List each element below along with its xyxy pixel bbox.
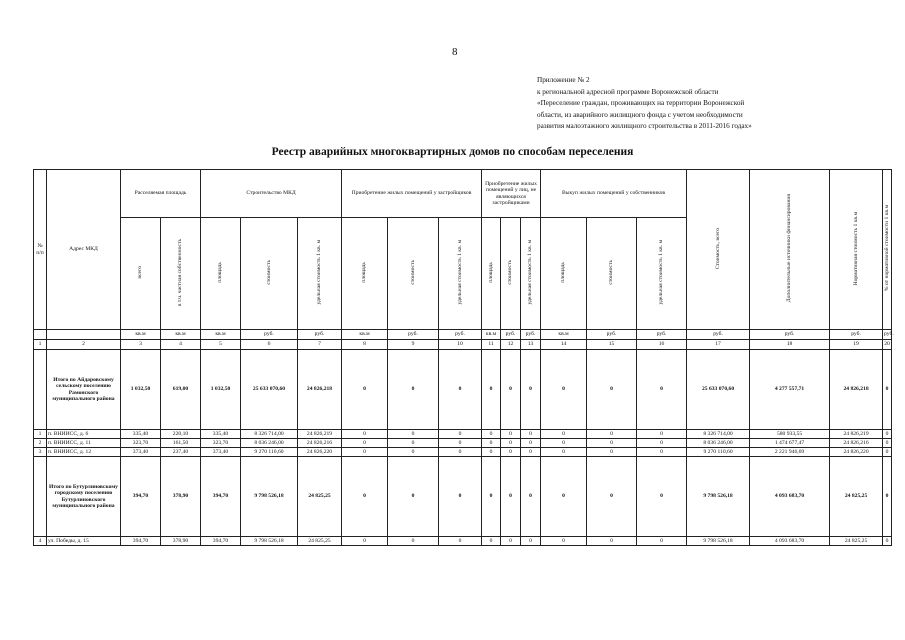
document-title: Реестр аварийных многоквартирных домов по способам переселения — [271, 146, 634, 158]
table-cell: 1 — [34, 430, 47, 439]
table-cell: 0 — [637, 350, 687, 430]
table-cell: 0 — [501, 457, 521, 537]
column-number: 14 — [541, 340, 587, 350]
table-cell: 1 474 677,47 — [750, 439, 830, 448]
column-number: 2 — [47, 340, 121, 350]
table-cell: 0 — [541, 430, 587, 439]
appendix-block — [537, 75, 867, 133]
header-address: Адрес МКД — [47, 170, 121, 330]
table-cell: 0 — [342, 430, 388, 439]
table-cell: 0 — [501, 439, 521, 448]
table-cell: 619,00 — [161, 350, 201, 430]
table-cell: 0 — [587, 439, 637, 448]
unit-cell: руб. — [883, 330, 892, 340]
table-cell: 0 — [587, 430, 637, 439]
table-row — [34, 430, 892, 439]
header-row-groups — [34, 170, 892, 218]
table-cell: 0 — [439, 350, 482, 430]
unit-cell — [34, 330, 47, 340]
table-cell: 24 825,25 — [298, 537, 342, 546]
table-cell: 0 — [541, 537, 587, 546]
column-number: 4 — [161, 340, 201, 350]
table-cell: 0 — [521, 448, 541, 457]
unit-cell: кв.м — [121, 330, 161, 340]
table-cell: 9 798 526,18 — [241, 537, 298, 546]
table-cell: 24 826,218 — [830, 350, 883, 430]
table-cell: 0 — [883, 430, 892, 439]
table-cell: 1 032,50 — [121, 350, 161, 430]
table-cell: 0 — [482, 537, 501, 546]
unit-cell: руб. — [501, 330, 521, 340]
appendix-line: «Переселение граждан, проживающих на территории Воронежской — [537, 99, 745, 108]
table-row — [34, 448, 892, 457]
header-buyout: Выкуп жилых помещений у собственников — [541, 170, 687, 218]
table-cell: 0 — [637, 448, 687, 457]
table-cell: 394,70 — [121, 537, 161, 546]
header-construction: Строительство МКД — [201, 170, 342, 218]
column-number-row — [34, 340, 892, 350]
table-cell: 394,70 — [201, 457, 241, 537]
table-cell: 0 — [439, 448, 482, 457]
subheader-unit-cost: удельная стоимость 1 кв. м — [637, 218, 687, 330]
unit-cell: кв.м — [541, 330, 587, 340]
subheader-cost: стоимость — [587, 218, 637, 330]
table-cell: 0 — [883, 350, 892, 430]
table-cell: 2 — [34, 439, 47, 448]
table-cell: 0 — [501, 350, 521, 430]
table-cell: 25 633 070,60 — [241, 350, 298, 430]
column-number: 12 — [501, 340, 521, 350]
subheader-area: площадь — [342, 218, 388, 330]
table-cell: 24 826,218 — [298, 350, 342, 430]
table-cell: 0 — [541, 448, 587, 457]
column-number: 6 — [241, 340, 298, 350]
table-cell: 24 825,25 — [830, 457, 883, 537]
address-cell: Итого по Бутурлиновскому городскому поселению Бутурлиновского муниципального района — [47, 457, 121, 537]
table-cell: 24 826,220 — [298, 448, 342, 457]
table-cell: 0 — [342, 439, 388, 448]
table-cell: 335,40 — [201, 430, 241, 439]
column-number: 7 — [298, 340, 342, 350]
table-cell: 2 221 946,69 — [750, 448, 830, 457]
subtotal-row — [34, 457, 892, 537]
header-pct-normative: % от нормативной стоимости 1 кв.м — [883, 170, 892, 330]
table-cell: 0 — [388, 430, 439, 439]
table-cell: 220,10 — [161, 430, 201, 439]
table-cell: 0 — [521, 537, 541, 546]
table-cell: 0 — [501, 448, 521, 457]
table-cell: 394,70 — [201, 537, 241, 546]
table-cell: 9 798 526,18 — [241, 457, 298, 537]
unit-cell: кв.м — [161, 330, 201, 340]
subheader-area: площадь — [541, 218, 587, 330]
table-body — [34, 350, 892, 546]
registry-table — [33, 169, 892, 546]
table-cell: 0 — [587, 448, 637, 457]
column-number: 20 — [883, 340, 892, 350]
table-cell: 0 — [883, 448, 892, 457]
table-cell: 4 093 683,70 — [750, 457, 830, 537]
table-cell: 335,40 — [121, 430, 161, 439]
table-cell: 0 — [637, 430, 687, 439]
table-cell: 0 — [637, 537, 687, 546]
table-cell: 0 — [587, 350, 637, 430]
table-cell: 25 633 070,60 — [687, 350, 750, 430]
header-purchase-developers: Приобретение жилых помещений у застройщиков — [342, 170, 482, 218]
column-number: 11 — [482, 340, 501, 350]
subheader-total: всего — [121, 218, 161, 330]
table-cell: 0 — [883, 439, 892, 448]
table-cell: 237,40 — [161, 448, 201, 457]
table-cell: 394,70 — [121, 457, 161, 537]
address-cell: п. ВНИИСС, д. 6 — [47, 430, 121, 439]
table-cell: 0 — [439, 457, 482, 537]
address-cell: п. ВНИИСС, д. 12 — [47, 448, 121, 457]
column-number: 15 — [587, 340, 637, 350]
table-cell: 24 826,216 — [298, 439, 342, 448]
table-cell: 0 — [501, 537, 521, 546]
table-cell: 0 — [388, 457, 439, 537]
table-row — [34, 537, 892, 546]
header-additional-sources: Дополнительные источники финансирования — [750, 170, 830, 330]
table-cell: 0 — [883, 537, 892, 546]
table-cell: 0 — [388, 350, 439, 430]
subheader-unit-cost: удельная стоимость 1 кв. м — [439, 218, 482, 330]
table-cell: 0 — [482, 448, 501, 457]
subheader-cost: стоимость — [501, 218, 521, 330]
table-cell: 0 — [637, 439, 687, 448]
table-cell: 9 270 110,60 — [241, 448, 298, 457]
table-cell: 0 — [587, 457, 637, 537]
column-number: 19 — [830, 340, 883, 350]
subheader-unit-cost: удельная стоимость 1 кв. м — [521, 218, 541, 330]
appendix-line: области, из аварийного жилищного фонда с учетом необходимости — [537, 110, 743, 119]
table-cell: 0 — [501, 430, 521, 439]
table-cell: 323,70 — [201, 439, 241, 448]
table-cell: 0 — [439, 439, 482, 448]
subtotal-row — [34, 350, 892, 430]
unit-cell: кв.м — [342, 330, 388, 340]
table-cell: 24 826,219 — [298, 430, 342, 439]
subheader-area: площадь — [482, 218, 501, 330]
subheader-cost: стоимость — [388, 218, 439, 330]
table-cell: 0 — [388, 448, 439, 457]
table-cell: 378,90 — [161, 457, 201, 537]
table-cell: 0 — [541, 350, 587, 430]
header-num: № п/п — [34, 170, 47, 330]
table-cell: 24 826,219 — [830, 430, 883, 439]
table-cell: 0 — [587, 537, 637, 546]
table-row — [34, 439, 892, 448]
table-cell: 8 326 714,00 — [241, 430, 298, 439]
table-cell: 24 826,220 — [830, 448, 883, 457]
table-cell: 0 — [541, 457, 587, 537]
table-cell: 8 326 714,00 — [687, 430, 750, 439]
table-cell: 373,40 — [201, 448, 241, 457]
table-cell: 8 036 246,00 — [241, 439, 298, 448]
table-cell: 0 — [342, 350, 388, 430]
column-number: 13 — [521, 340, 541, 350]
table-cell: 161,50 — [161, 439, 201, 448]
table-cell: 0 — [482, 439, 501, 448]
column-number: 16 — [637, 340, 687, 350]
table-cell: 0 — [482, 430, 501, 439]
subheader-unit-cost: удельная стоимость 1 кв. м — [298, 218, 342, 330]
table-cell: 9 270 110,60 — [687, 448, 750, 457]
table-cell: 4 277 557,71 — [750, 350, 830, 430]
table-cell: 0 — [521, 439, 541, 448]
table-cell: 0 — [342, 448, 388, 457]
column-number: 1 — [34, 340, 47, 350]
table-cell: 9 798 526,18 — [687, 537, 750, 546]
unit-cell — [47, 330, 121, 340]
table-cell: 0 — [388, 439, 439, 448]
unit-cell: руб. — [587, 330, 637, 340]
appendix-line: Приложение № 2 — [537, 76, 590, 84]
column-number: 9 — [388, 340, 439, 350]
table-cell: 3 — [34, 448, 47, 457]
appendix-line: развития малоэтажного жилищного строительства в 2011-2016 годах» — [537, 122, 752, 131]
column-number: 17 — [687, 340, 750, 350]
subheader-incl-private: в т.ч. частная собственность — [161, 218, 201, 330]
table-cell — [34, 457, 47, 537]
unit-cell: руб. — [830, 330, 883, 340]
table-cell: 0 — [482, 350, 501, 430]
page-number: 8 — [452, 46, 458, 58]
unit-cell: руб. — [687, 330, 750, 340]
column-number: 3 — [121, 340, 161, 350]
unit-cell: руб. — [521, 330, 541, 340]
table-cell: 580 933,55 — [750, 430, 830, 439]
table-cell: 0 — [541, 439, 587, 448]
unit-cell: руб. — [388, 330, 439, 340]
table-cell: 0 — [388, 537, 439, 546]
unit-cell: руб. — [637, 330, 687, 340]
column-number: 8 — [342, 340, 388, 350]
table-cell: 0 — [521, 457, 541, 537]
table-cell: 4 093 683,70 — [750, 537, 830, 546]
table-cell: 0 — [342, 537, 388, 546]
table-cell: 378,90 — [161, 537, 201, 546]
unit-cell: кв.м — [482, 330, 501, 340]
column-number: 10 — [439, 340, 482, 350]
table-cell: 9 798 526,18 — [687, 457, 750, 537]
header-normative-cost: Нормативная стоимость 1 кв.м — [830, 170, 883, 330]
table-cell: 0 — [439, 430, 482, 439]
table-cell: 0 — [637, 457, 687, 537]
table-cell: 0 — [521, 430, 541, 439]
header-resettled-area: Расселяемая площадь — [121, 170, 201, 218]
table-cell: 24 825,25 — [298, 457, 342, 537]
subheader-cost: стоимость — [241, 218, 298, 330]
table-cell: 1 032,50 — [201, 350, 241, 430]
unit-cell: руб. — [241, 330, 298, 340]
table-cell: 0 — [482, 457, 501, 537]
table-cell — [34, 350, 47, 430]
address-cell: ул. Победы, д. 15 — [47, 537, 121, 546]
unit-cell: руб. — [439, 330, 482, 340]
table-cell: 323,70 — [121, 439, 161, 448]
units-row — [34, 330, 892, 340]
header-purchase-others: Приобретение жилых помещений у лиц, не являющихся застройщиками — [482, 170, 541, 218]
table-cell: 4 — [34, 537, 47, 546]
unit-cell: руб. — [298, 330, 342, 340]
table-cell: 0 — [342, 457, 388, 537]
table-cell: 0 — [521, 350, 541, 430]
appendix-line: к региональной адресной программе Воронежской области — [537, 87, 719, 96]
table-cell: 24 825,25 — [830, 537, 883, 546]
table-cell: 0 — [883, 457, 892, 537]
table-cell: 0 — [439, 537, 482, 546]
unit-cell: кв.м — [201, 330, 241, 340]
table-cell: 373,40 — [121, 448, 161, 457]
column-number: 5 — [201, 340, 241, 350]
header-total-cost: Стоимость, всего — [687, 170, 750, 330]
address-cell: п. ВНИИСС, д. 11 — [47, 439, 121, 448]
subheader-area: площадь — [201, 218, 241, 330]
address-cell: Итого по Айдаровскому сельскому поселению Рамонского муниципального района — [47, 350, 121, 430]
column-number: 18 — [750, 340, 830, 350]
table-cell: 24 826,216 — [830, 439, 883, 448]
table-cell: 8 036 246,00 — [687, 439, 750, 448]
unit-cell: руб. — [750, 330, 830, 340]
